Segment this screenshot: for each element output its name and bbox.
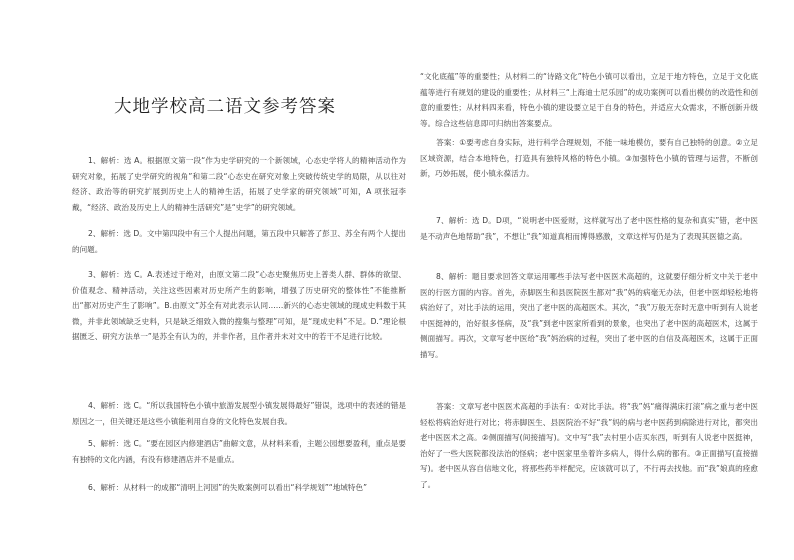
answer-8-key: 答案：文章写老中医医术高超的手法有：①对比手法。将“我”妈“痛得满床打滚”病之重与老中医轻松将病治好进行对比；将赤脚医生、县医院治不好“我”妈的病与老中医药到病除进行对比，都突出老中医医术之高。②侧面描写(间接描写)。文中写“我”去村里小店买东西，听到有人说老中医挺神，治好了一些大医院都没法治的怪病；老中医家里坐着许多病人，得什么病的都有。③正面描写(直接描写)。老中医从容自信地文化，将那些药半样配完，应该就可以了，不行再去找他。而“我”娘真的痊愈了。 bbox=[420, 402, 758, 489]
answer-paragraph-2: 2、解析：选 D。文中第四段中有三个人提出问题，第五段中只解答了彭卫、苏全有两个人提出的问题。 bbox=[72, 229, 406, 254]
answer-paragraph-6-cont: “文化底蕴”等的重要性；从材料二的“诗路文化”特色小镇可以看出，立足于地方特色，立足于文化底蕴等进行有规划的建设的重要性；从材料三“上海迪士尼乐园”的成功案例可以看出模仿的改造性和创意的重要性；从材料四来看，特色小镇的建设要立足于自身的特色，并适应大众需求，不断创新升级等。综合这些信息即可归纳出答案要点。 bbox=[420, 72, 758, 128]
answer-paragraph-1: 1、解析：选 A。根据原文第一段“作为史学研究的一个新领域，心态史学将人的精神活动作为研究对象，拓展了史学研究的视角”和第二段“心态史在研究对象上突破传统史学的局限，从以往对经济、政治等的研究扩展到历史上人的精神生活，拓展了史学家的研究领域”可知，A 项张冠李戴，“经济、政治及历史上人的精神生活研究”是“史学”的研究领域。 bbox=[72, 156, 406, 212]
page-title: 大地学校高二语文参考答案 bbox=[114, 97, 336, 117]
answer-paragraph-4: 4、解析：选 C。“所以我国特色小镇中旅游发展型小镇发展得最好”错误，选项中的表述的错是原因之一，但关键还是这些小镇能利用自身的文化特色发展自我。 bbox=[72, 401, 406, 426]
answer-6-key: 答案：①要考虑自身实际，进行科学合理规划，不能一味地模仿，要有自己独特的创意。②立足区域资源，结合本地特色，打造具有独特风格的特色小镇。③加强特色小镇的管理与运营，不断创新，巧妙拓展，使小镇永葆活力。 bbox=[420, 138, 758, 179]
answer-paragraph-5: 5、解析：选 C。“要在园区内修建酒店”曲解文意，从材料来看，主题公园想要盈利，重点是要有独特的文化内涵，有没有修建酒店并不是重点。 bbox=[72, 439, 406, 464]
answer-paragraph-3: 3、解析：选 C。A.表述过于绝对，由原文第二段“心态史聚焦历史上普类人群、群体的欲望、价值观念、精神活动，关注这些因素对历史所产生的影响，增强了历史研究的整体性”不能推断出“都对历史产生了影响”。B.由原文“苏全有对此表示认同……新兴的心态史领域的现成史料数于其微，并非此领域缺乏史料，只是缺乏细致入微的搜集与整理”可知，是“现成史料”不足。D.“理论根据匮乏、研究方法单一”是苏全有认为的，并非作者，且作者并未对文中的若干不足进行比较。 bbox=[72, 270, 406, 342]
answer-paragraph-6: 6、解析：从材料一的成都“清明上河园”的失败案例可以看出“科学规划”“地域特色” bbox=[88, 483, 368, 492]
answer-paragraph-8: 8、解析：题目要求回答文章运用哪些手法写老中医医术高超的，这就要仔细分析文中关于老中医的行医方面的内容。首先，赤脚医生和县医院医生都对“我”妈的病毫无办法，但老中医却轻松地将病治好了，对比手法的运用，突出了老中医的高超医术。其次，“我”万般无奈时无意中听到有人说老中医挺神的，治好很多怪病，及“我”到老中医家所看到的景象，也突出了老中医的高超医术，这属于侧面描写。再次，文章写老中医给“我”妈治病的过程，突出了老中医的自信及高超医术，这属于正面描写。 bbox=[420, 272, 758, 359]
answer-paragraph-7: 7、解析：选 D。D项，“说明老中医爱财，这样就写出了老中医性格的复杂和真实”错，老中医是不动声色地帮助“我”，不想让“我”知道真相而博得感激，文章这样写仍是为了表现其医德之高。 bbox=[420, 216, 758, 241]
